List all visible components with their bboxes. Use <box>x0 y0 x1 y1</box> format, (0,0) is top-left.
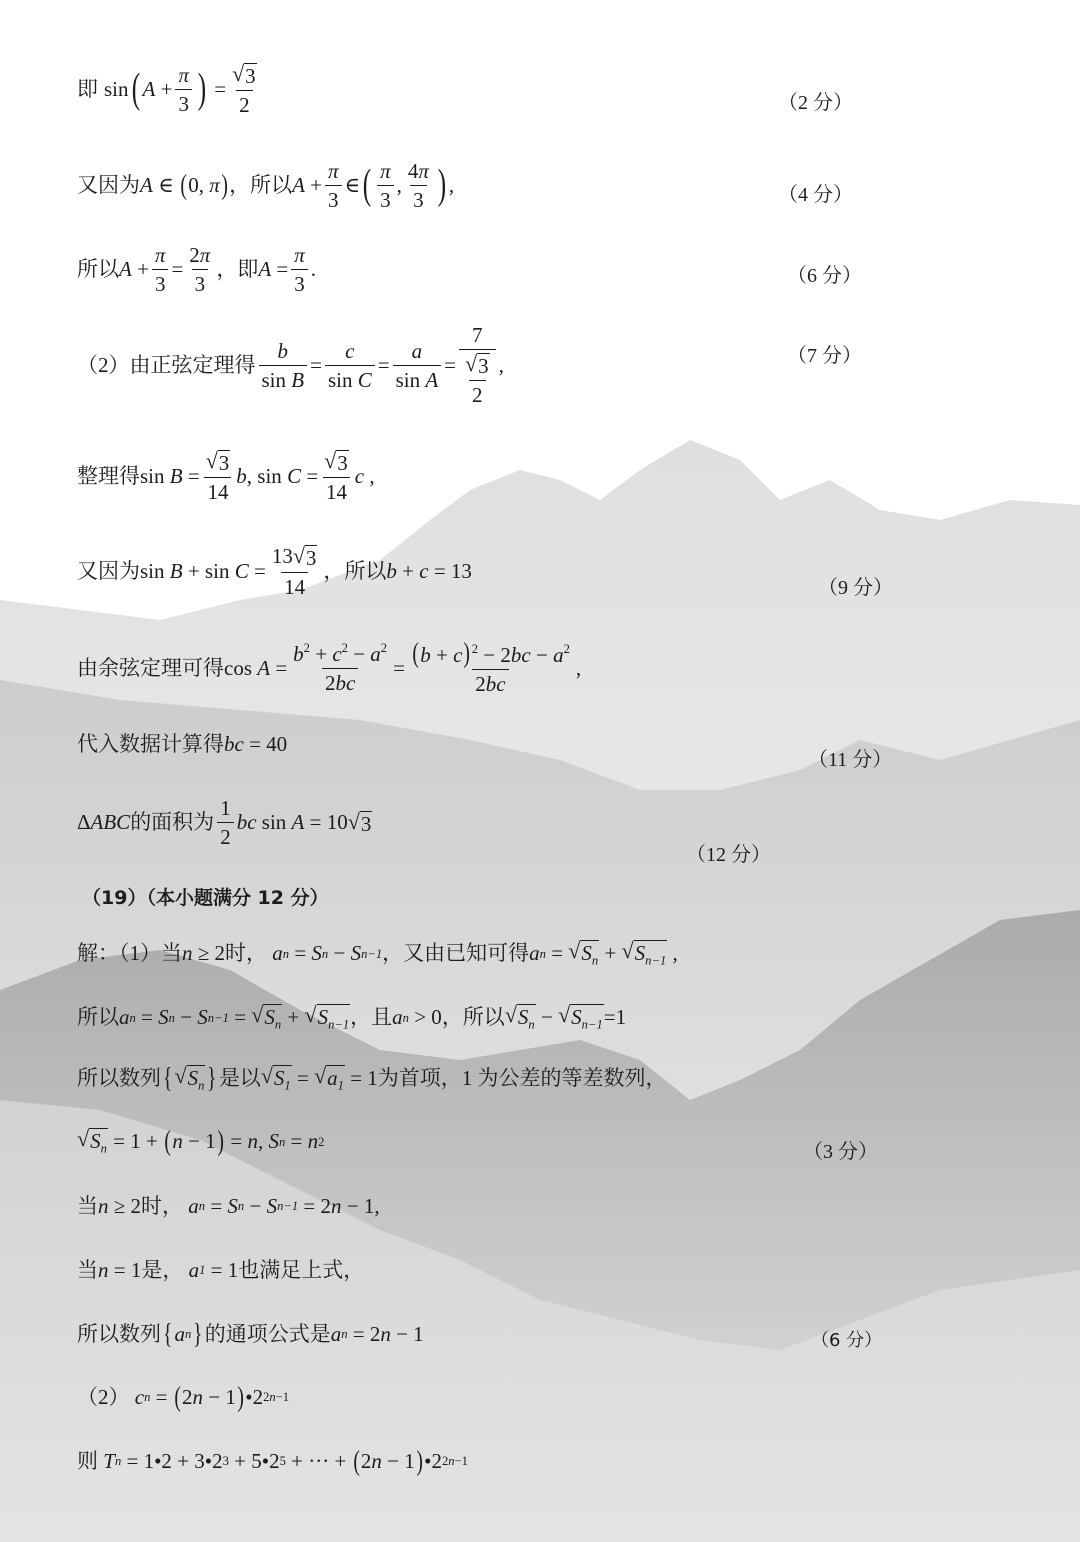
text-first-term: 为首项，1 为公差的等差数列， <box>377 1066 667 1091</box>
text-cosine-law: 由余弦定理可得 <box>77 655 224 680</box>
text-suoyi-5: ，所以 <box>441 1005 505 1030</box>
eq-line-1: 即 sin ( A + $\frac{\pi}{3}$ ) = √ 3 2 <box>77 61 256 118</box>
eq-line-14: √ $S_n$ = 1 + ( n − 1 ) = n , S n = n 2 <box>77 1126 325 1158</box>
text-suoyi-3: ，所以 <box>323 559 387 584</box>
text-qie: ，且 <box>350 1005 393 1030</box>
text-part-2: （2） <box>77 1385 130 1410</box>
eq-line-16: 当 n = 1 是， a 1 = 1 也满足上式， <box>77 1258 365 1282</box>
eq-line-11: 解：（1）当 n ≥ 2 时， a n = S n − S n−1 ，又由已知可得 a n = √ $S_n$ + √ $S_{n-1}$ , <box>77 938 678 968</box>
score-4: （4 分） <box>778 184 853 206</box>
text-substitute: 代入数据计算得 <box>77 732 224 756</box>
text-known: ，又由已知可得 <box>382 941 530 966</box>
text-zhengli: 整理得 <box>77 464 140 489</box>
eq-line-18: （2） c n = ( 2 n − 1 ) •2 2n−1 <box>77 1382 290 1413</box>
text-ze: 则 <box>77 1449 98 1474</box>
score-12: （12 分） <box>686 844 771 866</box>
eq-line-19: 则 T n = 1•2 + 3•2 3 + 5•2 5 + ··· + ( 2 n − 1 ) •2 2n−1 <box>77 1446 468 1477</box>
eq-line-12: 所以 a n = S n − S n−1 = √ $S_n$ + √ $S_{n-1}$ ，且 a n > 0 ，所以 √ $S_n$ − √ $S_{n-1}$ =1 <box>77 1002 627 1032</box>
score-9: （9 分） <box>818 577 893 599</box>
eq-line-9: Δ ABC 的面积为 $\frac{1}{2}$ bc sin A = 10 √ 3 <box>77 796 372 850</box>
text-shi: 时， <box>225 941 268 966</box>
text-shi-2: 时， <box>141 1194 184 1218</box>
eq-line-15: 当 n ≥ 2 时， a n = S n − S n−1 = 2 n − 1, <box>77 1194 380 1218</box>
text-youyinwei: 又因为 <box>77 173 140 198</box>
eq-line-2: 又因为 A ∈ ( 0, π ) ，所以 A + $\frac{\pi}{3}$ ∈ ( $\frac{\pi}{3}$ , $\frac{4\pi}{3}$ ) , <box>77 159 455 213</box>
text-shi-3: 是， <box>141 1258 184 1282</box>
text-ji-2: ，即 <box>216 257 259 282</box>
eq-line-5: 整理得 sin B = √ 3 14 b , sin C = √ 3 14 c , <box>77 448 375 505</box>
text-ji: 即 <box>77 77 98 102</box>
text-suoyi-4: 所以 <box>77 1005 119 1030</box>
text-suoyi: ，所以 <box>229 173 293 198</box>
eq-line-6: 又因为 sin B + sin C = 13 √ 3 14 ，所以 b + c = 13 <box>77 543 472 600</box>
text-dang-2: 当 <box>77 1258 98 1282</box>
text-shulie: 所以数列 <box>77 1066 161 1091</box>
text-general-formula: 的通项公式是 <box>204 1322 331 1347</box>
score-6a: （6 分） <box>787 265 862 287</box>
text-satisfies: 也满足上式， <box>238 1258 365 1282</box>
text-sine-law: （2）由正弦定理得 <box>77 352 256 377</box>
text-area: 的面积为 <box>130 810 215 835</box>
eq-line-4: （2）由正弦定理得 $\frac{b}{\text{sin B}}$ = $\frac{c}{\text{sin C}}$ = $\frac{a}{\text{sin A}}$ = 7 √ 3 2 , <box>77 323 504 408</box>
text-dang: 当 <box>77 1194 98 1218</box>
text-youyinwei-2: 又因为 <box>77 559 140 584</box>
score-3: （3 分） <box>803 1141 878 1163</box>
eq-line-13: 所以数列 { √ $S_n$ } 是以 √ $S_1$ = √ $a_1$ = 1 为首项，1 为公差的等差数列， <box>77 1063 667 1095</box>
text-jie: 解：（1）当 <box>77 941 182 966</box>
score-7: （7 分） <box>787 345 862 367</box>
score-11: （11 分） <box>808 749 893 771</box>
eq-line-8: 代入数据计算得 bc = 40 <box>77 732 288 756</box>
text-shiyi: 是以 <box>218 1066 261 1091</box>
score-6b: （6 分） <box>811 1330 883 1351</box>
eq-line-7: 由余弦定理可得 cos A = $\frac{b^2 + c^2 - a^2}{2bc}$ = $\frac{(b + c)^2 - 2bc - a^2}{2bc}$ , <box>77 638 582 697</box>
eq-line-3: 所以 A + $\frac{\pi}{3}$ = $\frac{2\pi}{3}$ ，即 A = $\frac{\pi}{3}$ . <box>77 243 317 297</box>
eq-line-17: 所以数列 { a n } 的通项公式是 a n = 2 n − 1 <box>77 1319 424 1350</box>
text-suoyi-2: 所以 <box>77 257 119 282</box>
text-shulie-2: 所以数列 <box>77 1322 161 1347</box>
question-19-heading: （19）（本小题满分 12 分） <box>82 887 329 909</box>
score-2: （2 分） <box>778 92 853 114</box>
